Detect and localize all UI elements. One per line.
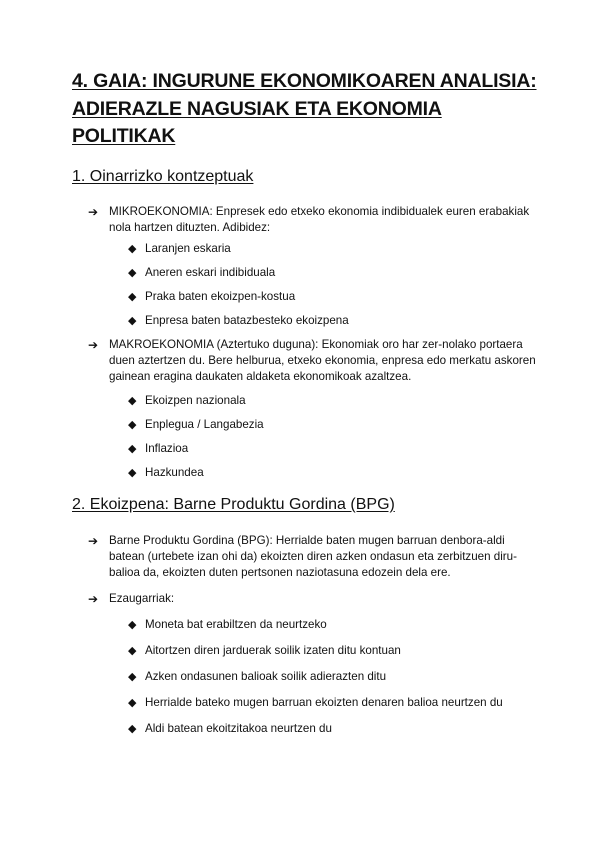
- arrow-right-icon: ➔: [88, 204, 99, 219]
- diamond-bullet-icon: ◆: [128, 644, 137, 657]
- diamond-bullet-icon: ◆: [128, 696, 137, 709]
- list-item-ezaugarriak: [72, 591, 542, 607]
- bullet-text: Laranjen eskaria: [145, 241, 231, 255]
- bullet-item: [72, 289, 542, 305]
- bullet-text: Enpresa baten batazbesteko ekoizpena: [145, 313, 349, 327]
- bullet-item: [72, 465, 542, 481]
- bullet-text: Aneren eskari indibiduala: [145, 265, 276, 279]
- section-heading-bpg: 2. Ekoizpena: Barne Produktu Gordina (BPG): [72, 495, 395, 513]
- item-text: Ezaugarriak:: [109, 591, 175, 605]
- diamond-bullet-icon: ◆: [128, 466, 137, 479]
- arrow-right-icon: ➔: [88, 591, 99, 606]
- bullet-item: [72, 721, 542, 737]
- diamond-bullet-icon: ◆: [128, 314, 137, 327]
- bullet-item: [72, 393, 542, 409]
- diamond-bullet-icon: ◆: [128, 290, 137, 303]
- diamond-bullet-icon: ◆: [128, 442, 137, 455]
- bullet-item: [72, 441, 542, 457]
- bullet-text: Enplegua / Langabezia: [145, 417, 264, 431]
- diamond-bullet-icon: ◆: [128, 722, 137, 735]
- bullet-text: Praka baten ekoizpen-kostua: [145, 289, 296, 303]
- diamond-bullet-icon: ◆: [128, 418, 137, 431]
- bullet-item: [72, 695, 542, 711]
- arrow-right-icon: ➔: [88, 533, 99, 548]
- diamond-bullet-icon: ◆: [128, 266, 137, 279]
- section-heading-concepts: 1. Oinarrizko kontzeptuak: [72, 167, 254, 185]
- item-text: MAKROEKONOMIA (Aztertuko duguna): Ekonomiak oro har zer-nolako portaera duen aztertzen du. Bere helburua, etxeko ekonomia, enpresa edo merkatu askoren gainean eragina daukaten aldaketa ekonomikoak azaltzea.: [109, 337, 536, 383]
- bullet-list: [72, 617, 542, 737]
- diamond-bullet-icon: ◆: [128, 242, 137, 255]
- bullet-text: Azken ondasunen balioak soilik adierazten ditu: [145, 669, 387, 683]
- list-item-bpg-definition: [72, 533, 542, 581]
- bullet-item: [72, 265, 542, 281]
- bullet-list: [72, 241, 542, 329]
- item-text: MIKROEKONOMIA: Enpresek edo etxeko ekonomia indibidualek euren erabakiak nola hartzen dituzten. Adibidez:: [109, 204, 530, 234]
- list-item-makroekonomia: [72, 337, 542, 385]
- bullet-text: Aitortzen diren jarduerak soilik izaten ditu kontuan: [145, 643, 401, 657]
- bullet-text: Ekoizpen nazionala: [145, 393, 246, 407]
- bullet-item: [72, 669, 542, 685]
- bullet-text: Hazkundea: [145, 465, 204, 479]
- bullet-item: [72, 643, 542, 659]
- diamond-bullet-icon: ◆: [128, 394, 137, 407]
- diamond-bullet-icon: ◆: [128, 618, 137, 631]
- bullet-text: Moneta bat erabiltzen da neurtzeko: [145, 617, 327, 631]
- diamond-bullet-icon: ◆: [128, 670, 137, 683]
- bullet-item: [72, 417, 542, 433]
- bullet-item: [72, 241, 542, 257]
- bullet-item: [72, 617, 542, 633]
- bullet-text: Aldi batean ekoitzitakoa neurtzen du: [145, 721, 332, 735]
- list-item-mikroekonomia: [72, 204, 542, 236]
- bullet-item: [72, 313, 542, 329]
- page-title: 4. GAIA: INGURUNE EKONOMIKOAREN ANALISIA: ADIERAZLE NAGUSIAK ETA EKONOMIA POLITIKAK: [72, 70, 537, 147]
- item-text: Barne Produktu Gordina (BPG): Herrialde baten mugen barruan denbora-aldi batean (urtebete izan ohi da) ekoizten diren azken ondasun eta zerbitzuen diru-balioa da, ekoizten duten pertsonen naziotasuna edozein dela ere.: [109, 533, 517, 579]
- bullet-list: [72, 393, 542, 481]
- bullet-text: Herrialde bateko mugen barruan ekoizten denaren balioa neurtzen du: [145, 695, 503, 709]
- bullet-text: Inflazioa: [145, 441, 189, 455]
- document-page: [72, 68, 542, 737]
- arrow-right-icon: ➔: [88, 337, 99, 352]
